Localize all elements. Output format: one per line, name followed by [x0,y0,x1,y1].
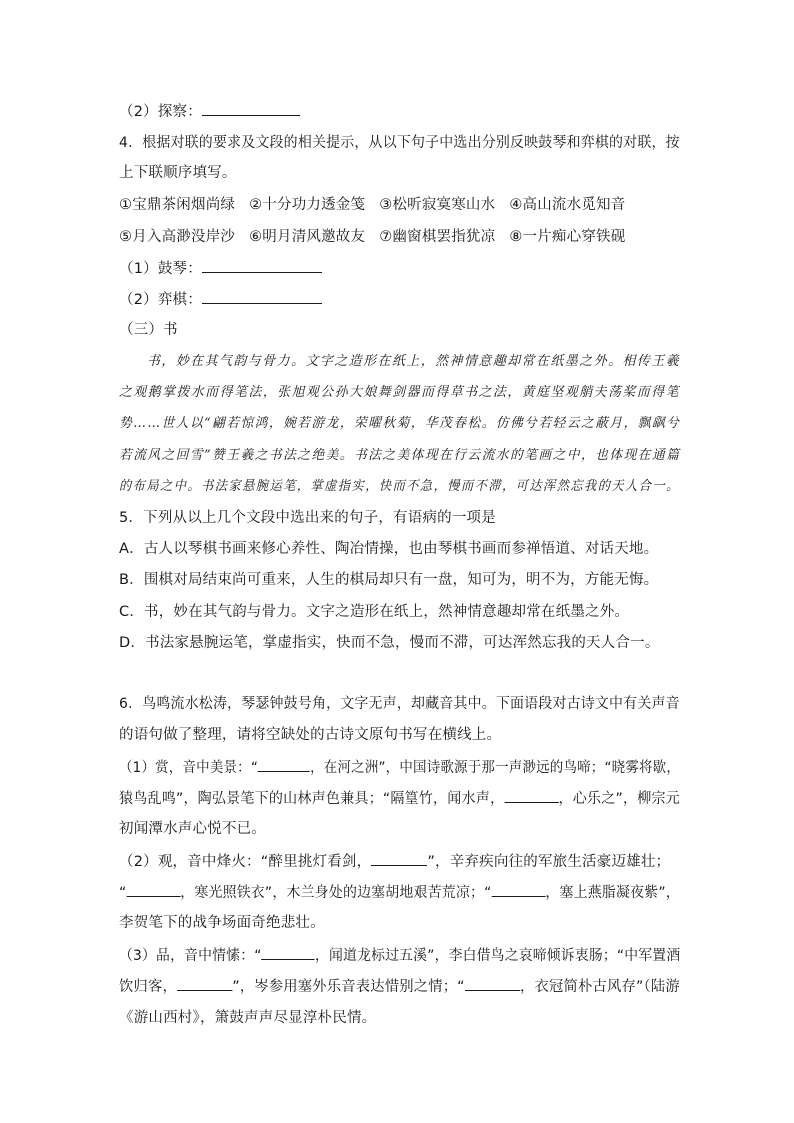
q6-p2-line2 [119,882,680,903]
q4-option: ①宝鼎茶闲烟尚绿 [119,197,236,213]
section3-heading: （三）书 [119,322,178,338]
text-segment: ，在河之洲”，中国诗歌源于那一声渺远的鸟啼；“晓雾将歇， [310,760,681,776]
section3-para-line: 势……世人以“翩若惊鸿，婉若游龙，荣曜秋菊，华茂春松。仿佛兮若轻云之蔽月，飘飖兮 [119,416,681,431]
text-segment: ”，辛弃疾向往的军旅生活豪迈雄壮； [427,854,671,870]
q6-p2-line1 [119,851,670,872]
q5-option-c: C．书，妙在其气韵与骨力。文字之造形在纸上，然神情意趣却常在纸墨之外。 [119,604,630,620]
text-segment: ，衣冠简朴古风存”（陆游 [520,979,680,995]
answer-blank[interactable] [465,976,520,991]
q6-p1-line1 [119,757,680,778]
q4-stem-line1: 4．根据对联的要求及文段的相关提示，从以下句子中选出分别反映鼓琴和弈棋的对联，按 [119,135,680,151]
q4-option: ②十分功力透金笺 [249,197,366,213]
answer-blank[interactable] [126,882,180,897]
answer-blank[interactable] [202,258,322,273]
q4-answer1-label: （1）鼓琴： [119,261,202,277]
answer-blank[interactable] [492,882,546,897]
text-segment: 饮归客， [119,979,177,995]
text-segment: “ [119,885,127,901]
q4-option: ⑤月入高渺没岸沙 [119,229,236,245]
text-segment: ”，岑参用塞外乐音表达惜别之情；“ [232,979,465,995]
text-segment: （3）品，音中情愫：“ [119,948,262,964]
answer-blank[interactable] [258,757,310,772]
answer-blank[interactable] [202,289,322,304]
q4-answer1 [119,258,322,279]
section3-para-line: 之观鹅掌拨水而得笔法，张旭观公孙大娘舞剑器而得草书之法，黄庭坚观艄夫荡桨而得笔 [119,385,680,400]
q4-stem-line2: 上下联顺序填写。 [119,165,237,181]
q6-p3-line2 [119,976,680,997]
q3-item2 [119,101,300,122]
q6-p2-line3: 李贺笔下的战争场面奇绝悲壮。 [119,915,325,931]
q5-option-a: A．古人以琴棋书画来修心养性、陶冶情操，也由琴棋书画而参禅悟道、对话天地。 [119,541,659,557]
section3-para-line: 的布局之中。书法家悬腕运笔，掌虚指实，快而不急，慢而不滞，可达浑然忘我的天人合一。 [119,479,680,494]
q4-option: ⑦幽窗棋罢指犹凉 [379,229,496,245]
q6-stem-line1: 6．鸟鸣流水松涛，琴瑟钟鼓号角，文字无声，却藏音其中。下面语段对古诗文中有关声音 [119,696,680,712]
answer-blank[interactable] [371,851,427,866]
text-segment: （2）观，音中烽火：“醉里挑灯看剑， [119,854,372,870]
text-segment: ，闻道龙标过五溪”，李白借鸟之哀啼倾诉衷肠；“中军置酒 [315,948,681,964]
q6-stem-line2: 的语句做了整理，请将空缺处的古诗文原句书写在横线上。 [119,727,502,743]
section3-para-line: 若流风之回雪”赞王羲之书法之绝美。书法之美体现在行云流水的笔画之中，也体现在通篇 [119,448,681,463]
answer-blank[interactable] [262,945,315,960]
text-segment: 猿鸟乱鸣”，陶弘景笔下的山林声色兼具；“隔篁竹，闻水声， [119,791,505,807]
section3-para-line: 书，妙在其气韵与骨力。文字之造形在纸上，然神情意趣却常在纸墨之外。相传王羲 [147,354,681,369]
q4-answer2 [119,289,322,310]
q6-p1-line2 [119,788,680,809]
q6-p3-line3: 《游山西村》，箫鼓声声尽显淳朴民情。 [119,1010,377,1026]
text-segment: ，塞上燕脂凝夜紫”， [545,885,680,901]
q5-stem: 5．下列从以上几个文段中选出来的句子，有语病的一项是 [119,510,496,526]
text-segment: （1）赏，音中美景：“ [119,760,259,776]
q4-option: ④高山流水觅知音 [509,197,626,213]
q4-option: ③松听寂寞寒山水 [379,197,496,213]
text-segment: ，心乐之”，柳宗元 [558,791,680,807]
answer-blank[interactable] [202,101,300,116]
q6-p1-line3: 初闻潭水声心悦不已。 [119,821,266,837]
q3-item2-label: （2）探察： [119,104,202,120]
answer-blank[interactable] [177,976,232,991]
q5-option-b: B．围棋对局结束尚可重来，人生的棋局却只有一盘，知可为，明不为，方能无悔。 [119,572,659,588]
q4-options-row1 [119,195,639,215]
q6-p3-line1 [119,945,680,966]
answer-blank[interactable] [504,788,558,803]
q4-options-row2 [119,227,639,247]
q5-option-d: D．书法家悬腕运笔，掌虚指实，快而不急，慢而不滞，可达浑然忘我的天人合一。 [119,635,660,651]
q4-answer2-label: （2）弈棋： [119,292,202,308]
q4-option: ⑥明月清风邀故友 [249,229,366,245]
text-segment: ，寒光照铁衣”，木兰身处的边塞胡地艰苦荒凉；“ [180,885,492,901]
q4-option: ⑧一片痴心穿铁砚 [509,229,626,245]
